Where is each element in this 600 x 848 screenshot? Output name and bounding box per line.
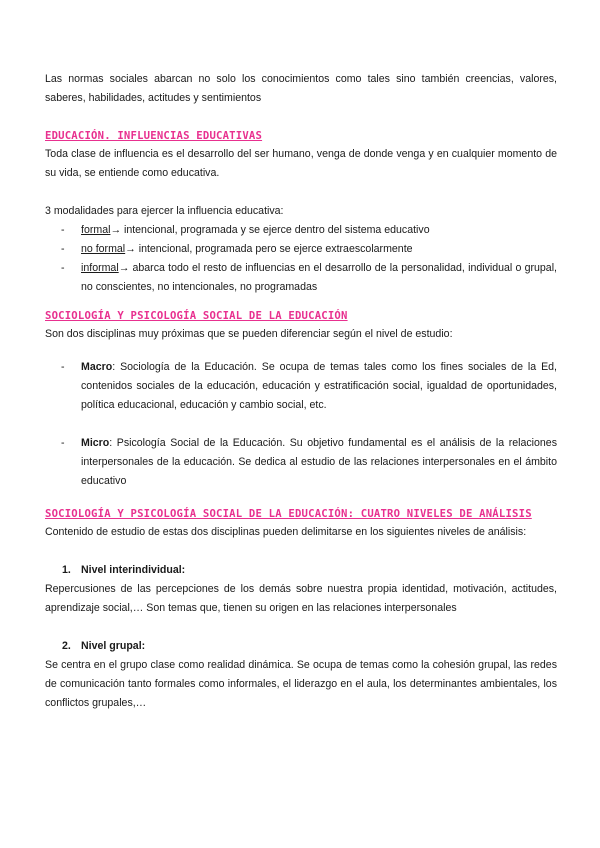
list-item-micro xyxy=(45,434,557,491)
level-title: Nivel grupal: xyxy=(81,640,146,652)
influence-modalities-list xyxy=(45,221,557,297)
level-number: 2. xyxy=(62,640,71,652)
document-page xyxy=(45,70,557,713)
list-item-informal xyxy=(45,259,557,297)
item-text: → abarca todo el resto de influencias en el desarrollo de la personalidad, individual o grupal, no conscientes, no intencionales, no programadas xyxy=(81,262,557,293)
item-text: → intencional, programada pero se ejerce extraescolarmente xyxy=(125,243,413,255)
term-macro: Macro xyxy=(81,361,113,373)
level-title-grupal xyxy=(45,637,557,656)
section-heading-educacion: EDUCACIÓN. INFLUENCIAS EDUCATIVAS xyxy=(45,130,263,142)
list-item-macro xyxy=(45,358,557,415)
level-text-interindividual: Repercusiones de las percepciones de los demás sobre nuestra propia identidad, motivación, actitudes, aprendizaje social,… Son temas que, tienen su origen en las relaciones interpersonales xyxy=(45,583,557,614)
study-levels-list xyxy=(45,358,557,415)
section1-list-intro: 3 modalidades para ejercer la influencia educativa: xyxy=(45,205,284,217)
list-item-no-formal xyxy=(45,240,557,259)
level-title: Nivel interindividual: xyxy=(81,564,186,576)
level-number: 1. xyxy=(62,564,71,576)
section1-paragraph: Toda clase de influencia es el desarrollo del ser humano, venga de donde venga y en cualquier momento de su vida, se entiende como educativa. xyxy=(45,148,557,179)
intro-paragraph: Las normas sociales abarcan no solo los conocimientos como tales sino también creencias, valores, saberes, habilidades, actitudes y sentimientos xyxy=(45,73,557,104)
section3-paragraph: Contenido de estudio de estas dos disciplinas pueden delimitarse en los siguientes niveles de análisis: xyxy=(45,526,527,538)
level-text-grupal: Se centra en el grupo clase como realidad dinámica. Se ocupa de temas como la cohesión grupal, las redes de comunicación tanto formales como informales, el liderazgo en el aula, los determinantes ambientales, los conflictos grupales,… xyxy=(45,659,557,709)
study-levels-list-2 xyxy=(45,434,557,491)
term-informal: informal xyxy=(81,262,119,274)
section-heading-niveles: SOCIOLOGÍA Y PSICOLOGÍA SOCIAL DE LA EDUCACIÓN: CUATRO NIVELES DE ANÁLISIS xyxy=(45,508,532,520)
level-title-interindividual xyxy=(45,561,557,580)
item-text: → intencional, programada y se ejerce dentro del sistema educativo xyxy=(110,224,430,236)
item-text: : Psicología Social de la Educación. Su objetivo fundamental es el análisis de la relaciones interpersonales de la educación. Se dedica al estudio de las relaciones interpersonales en el ámbito educativo xyxy=(81,437,557,487)
term-formal: formal xyxy=(81,224,111,236)
item-text: : Sociología de la Educación. Se ocupa de temas tales como los fines sociales de la Ed, contenidos sociales de la educación, educación y estratificación social, igualdad de oportunidades, política educacional, educación y cambio social, etc. xyxy=(81,361,557,411)
term-no-formal: no formal xyxy=(81,243,126,255)
section2-paragraph: Son dos disciplinas muy próximas que se pueden diferenciar según el nivel de estudio: xyxy=(45,328,453,340)
term-micro: Micro xyxy=(81,437,110,449)
list-item-formal xyxy=(45,221,557,240)
section-heading-sociologia: SOCIOLOGÍA Y PSICOLOGÍA SOCIAL DE LA EDUCACIÓN xyxy=(45,310,348,322)
